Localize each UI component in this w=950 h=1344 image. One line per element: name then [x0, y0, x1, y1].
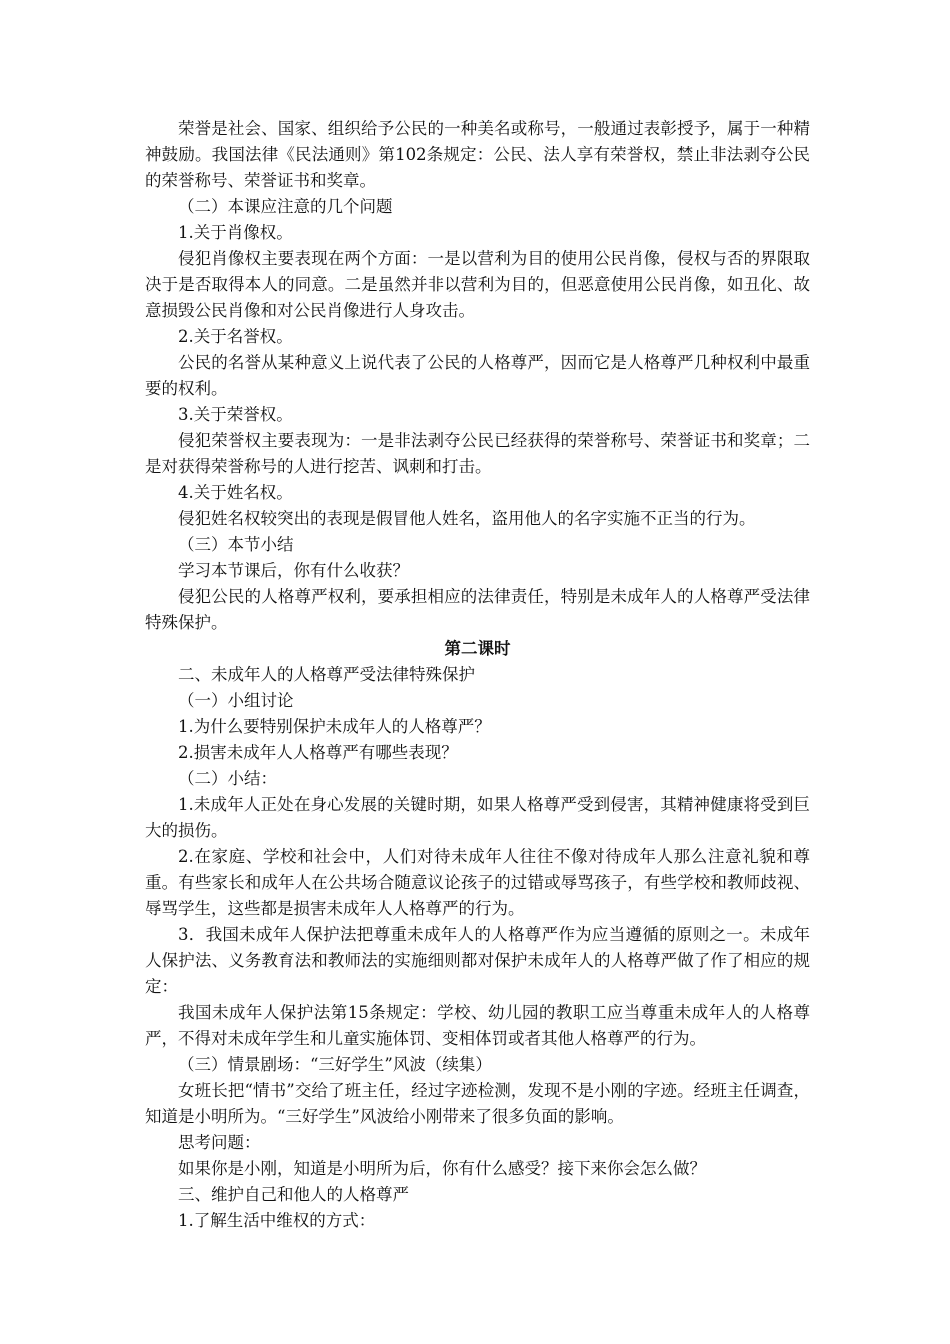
paragraph: 1.未成年人正处在身心发展的关键时期，如果人格尊严受到侵害，其精神健康将受到巨大的损伤。	[145, 795, 810, 840]
paragraph: 侵犯公民的人格尊严权利，要承担相应的法律责任，特别是未成年人的人格尊严受法律特殊保护。	[145, 587, 810, 632]
paragraph: 荣誉是社会、国家、组织给予公民的一种美名或称号，一般通过表彰授予，属于一种精神鼓励。我国法律《民法通则》第102条规定：公民、法人享有荣誉权，禁止非法剥夺公民的荣誉称号、荣誉证书和奖章。	[145, 119, 810, 190]
paragraph: 1.了解生活中维权的方式：	[178, 1211, 376, 1230]
paragraph: 侵犯荣誉权主要表现为：一是非法剥夺公民已经获得的荣誉称号、荣誉证书和奖章；二是对获得荣誉称号的人进行挖苦、讽刺和打击。	[145, 431, 810, 476]
paragraph: 女班长把“情书”交给了班主任，经过字迹检测，发现不是小刚的字迹。经班主任调查，知道是小明所为。“三好学生”风波给小刚带来了很多负面的影响。	[145, 1081, 810, 1126]
paragraph: 3.关于荣誉权。	[178, 405, 293, 424]
paragraph: 公民的名誉从某种意义上说代表了公民的人格尊严，因而它是人格尊严几种权利中最重要的权利。	[145, 353, 810, 398]
document-body	[145, 116, 810, 1234]
paragraph: 1.关于肖像权。	[178, 223, 293, 242]
paragraph: 2.在家庭、学校和社会中，人们对待未成年人往往不像对待成年人那么注意礼貌和尊重。有些家长和成年人在公共场合随意议论孩子的过错或辱骂孩子，有些学校和教师歧视、辱骂学生，这些都是损害未成年人人格尊严的行为。	[145, 847, 810, 918]
paragraph: 思考问题：	[178, 1133, 261, 1152]
paragraph: （三）本节小结	[178, 535, 294, 554]
paragraph: 学习本节课后，你有什么收获？	[178, 561, 409, 580]
paragraph: （二）小结：	[178, 769, 277, 788]
paragraph: （二）本课应注意的几个问题	[178, 197, 393, 216]
paragraph: 三、维护自己和他人的人格尊严	[178, 1185, 409, 1204]
paragraph: 3．我国未成年人保护法把尊重未成年人的人格尊严作为应当遵循的原则之一。未成年人保护法、义务教育法和教师法的实施细则都对保护未成年人的人格尊严做了作了相应的规定：	[145, 925, 810, 996]
paragraph: 侵犯肖像权主要表现在两个方面：一是以营利为目的使用公民肖像，侵权与否的界限取决于是否取得本人的同意。二是虽然并非以营利为目的，但恶意使用公民肖像，如丑化、故意损毁公民肖像和对公民肖像进行人身攻击。	[145, 249, 810, 320]
paragraph: 2.关于名誉权。	[178, 327, 293, 346]
paragraph: 如果你是小刚，知道是小明所为后，你有什么感受？接下来你会怎么做？	[178, 1159, 706, 1178]
paragraph: 1.为什么要特别保护未成年人的人格尊严？	[178, 717, 491, 736]
paragraph: （一）小组讨论	[178, 691, 294, 710]
section-heading: 第二课时	[444, 639, 511, 658]
paragraph: 二、未成年人的人格尊严受法律特殊保护	[178, 665, 475, 684]
paragraph: 我国未成年人保护法第15条规定：学校、幼儿园的教职工应当尊重未成年人的人格尊严，不得对未成年学生和儿童实施体罚、变相体罚或者其他人格尊严的行为。	[145, 1003, 810, 1048]
paragraph: 2.损害未成年人人格尊严有哪些表现？	[178, 743, 458, 762]
paragraph: 侵犯姓名权较突出的表现是假冒他人姓名，盗用他人的名字实施不正当的行为。	[178, 509, 756, 528]
paragraph: （三）情景剧场：“三好学生”风波（续集）	[178, 1055, 492, 1074]
paragraph: 4.关于姓名权。	[178, 483, 293, 502]
